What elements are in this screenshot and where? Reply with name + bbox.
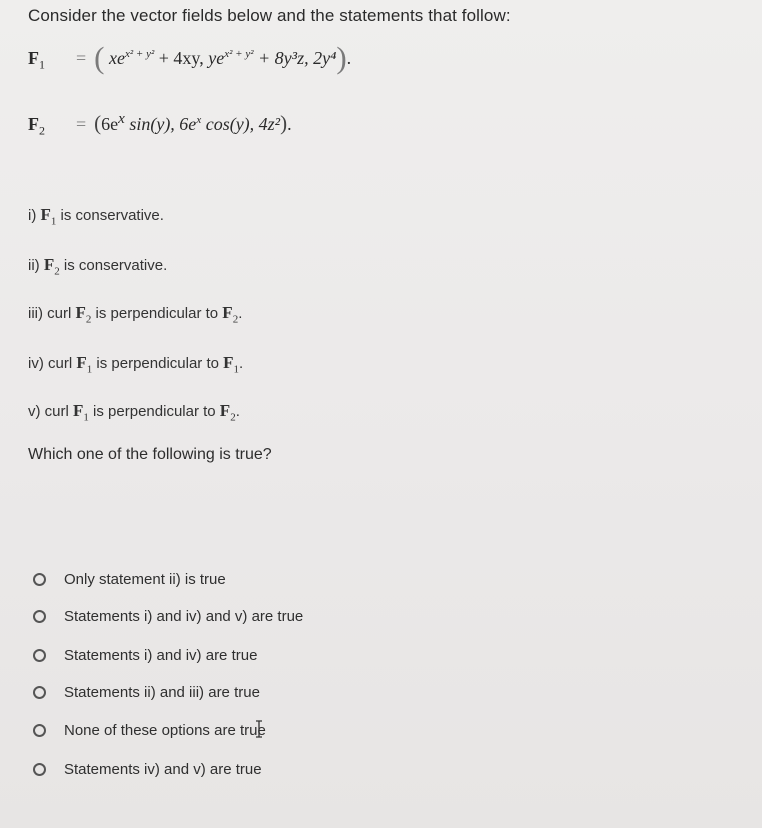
f1-component-1-rest: + 4xy, [154,48,209,68]
option-label: Statements iv) and v) are true [64,761,262,778]
radio-button[interactable] [33,649,46,662]
statement-iii-vector: $F_2$ [75,303,92,326]
statement-i-vector: $F_1$ [40,205,57,228]
f1-component-2-rest: + 8y³z, [253,48,314,68]
radio-button[interactable] [33,610,46,623]
f1-component-2: $ye^{x^2 + y^2}$ [208,48,254,68]
radio-button[interactable] [33,763,46,776]
f2-close-paren: ) [280,111,288,135]
option-only-ii[interactable] [33,571,226,588]
option-none[interactable] [33,722,266,739]
statement-iii: iii) curl $F_2$ is perpendicular to $F_2$. [28,303,243,326]
radio-button[interactable] [33,686,46,699]
radio-button[interactable] [33,573,46,586]
option-i-iv-v[interactable] [33,608,303,625]
f1-component-1: $xe^{x^2 + y^2}$ [108,48,155,68]
f2-body-3: cos(y), 4z² [201,114,281,134]
statement-iv-vector: $F_1$ [76,353,93,376]
f2-end: . [287,114,292,134]
statement-v: v) curl $F_1$ is perpendicular to $F_2$. [28,401,240,424]
option-label: Statements i) and iv) and v) are true [64,608,304,625]
statement-ii: ii) $F_2$ is conservative. [28,255,168,278]
option-iv-v[interactable] [33,761,262,778]
statement-iii-vector-2: $F_2$ [222,303,239,326]
intro-text: Consider the vector fields below and the statements that follow: [28,6,511,25]
f2-open-paren: ( [94,111,102,135]
f2-body-1: $6e^x$ [101,111,125,134]
f1-close-paren: ) [336,40,347,75]
statement-v-vector: $F_1$ [73,401,89,424]
statement-v-vector-2: $F_2$ [219,401,236,424]
statement-ii-vector: $F_2$ [43,255,60,278]
option-label: Statements ii) and iii) are true [64,684,260,701]
f2-body-2: sin(y), $6e^x$ [124,114,202,134]
statement-iv: iv) curl $F_1$ is perpendicular to $F_1$. [28,353,244,376]
f2-name: $F_2$ [28,114,45,138]
f1-end: . [346,48,352,68]
statement-i: i) $F_1$ is conservative. [28,205,164,228]
vector-field-f1 [28,36,351,73]
f2-equals: = [76,114,87,134]
vector-field-f2 [28,111,292,139]
option-label: None of these options are true [64,722,266,739]
f1-open-paren: ( [94,40,105,75]
option-i-iv[interactable] [33,647,257,664]
statement-iv-vector-2: $F_1$ [223,353,240,376]
radio-button[interactable] [33,724,46,737]
option-label: Statements i) and iv) are true [64,647,258,664]
f1-component-3: 2y⁴ [313,48,337,68]
f1-equals: = [76,48,87,68]
question-text: Which one of the following is true? [28,446,272,463]
option-label: Only statement ii) is true [64,571,226,588]
f1-name: $F_1$ [28,48,45,72]
option-ii-iii[interactable] [33,684,260,701]
